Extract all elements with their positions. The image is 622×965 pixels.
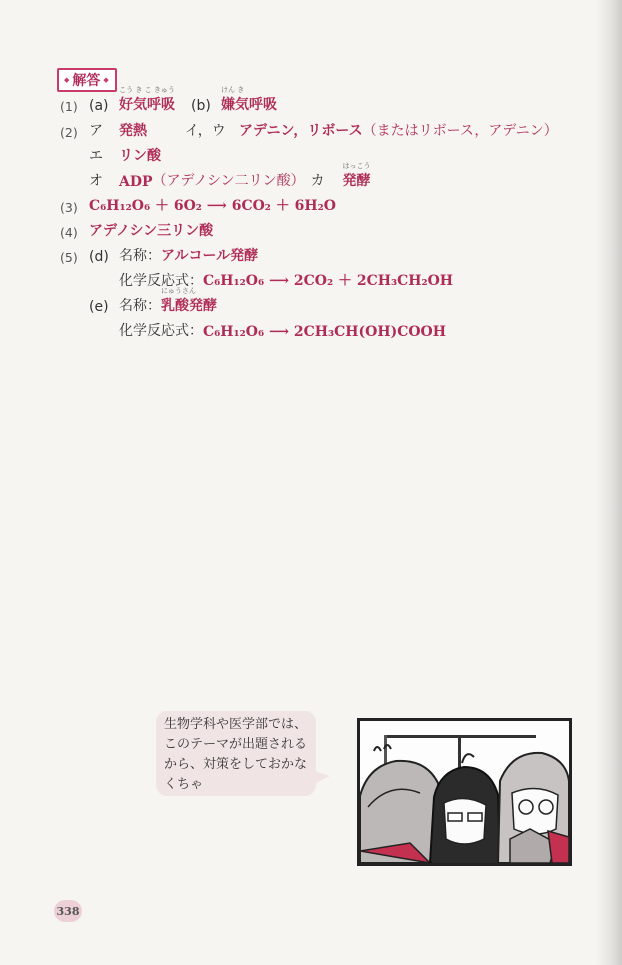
formula-label: 化学反応式： <box>119 323 203 339</box>
sub-label: (e) <box>89 299 109 315</box>
answer-note: （またはリボース，アデニン） <box>362 123 558 139</box>
answer-row-5d-name <box>60 243 258 265</box>
comic-characters-illustration <box>360 721 569 863</box>
answer-text: アデノシン三リン酸 <box>89 223 214 239</box>
sub-label: ア <box>89 123 103 139</box>
answer-text: 発酵 <box>342 173 371 189</box>
answer-text: 発熱 <box>119 123 147 139</box>
chemical-equation: C₆H₁₂O₆ ⟶ 2CH₃CH(OH)COOH <box>203 324 446 340</box>
question-number: (3) <box>60 200 78 215</box>
sub-label: (b) <box>191 98 211 114</box>
furigana: はっこう <box>342 162 371 170</box>
sub-label: (a) <box>89 98 109 114</box>
furigana: こう き こ きゅう <box>119 86 175 94</box>
answer-text: 嫌気呼吸 <box>221 97 277 113</box>
answer-row-2a <box>60 118 558 140</box>
speech-bubble <box>156 711 316 796</box>
question-number: (1) <box>60 99 78 114</box>
answer-text: リン酸 <box>119 148 161 164</box>
name-label: 名称： <box>119 298 161 314</box>
answer-row-5e-formula <box>119 318 446 340</box>
chemical-equation: C₆H₁₂O₆ ⟶ 2CO₂ ＋ 2CH₃CH₂OH <box>203 273 454 289</box>
question-number: (4) <box>60 225 78 240</box>
furigana: けん き <box>221 86 245 94</box>
furigana: にゅうさん <box>161 287 196 295</box>
answer-text: 乳酸発酵 <box>161 298 217 314</box>
speech-bubble-tail <box>314 771 330 784</box>
answer-text: アルコール発酵 <box>161 248 259 264</box>
sub-label: イ，ウ <box>185 123 226 139</box>
page-number: 338 <box>54 900 82 922</box>
answer-row-2c <box>89 162 371 190</box>
answer-anaerobic-respiration <box>221 86 277 114</box>
answer-row-3 <box>60 193 336 215</box>
comic-panel-illustration <box>357 718 572 866</box>
answer-text: ADP <box>119 174 153 190</box>
answer-lactic-fermentation <box>161 287 217 315</box>
speech-bubble-text: 生物学科や医学部では、このテーマが出題されるから、対策をしておかなくちゃ <box>164 717 308 792</box>
chemical-equation: C₆H₁₂O₆ ＋ 6O₂ ⟶ 6CO₂ ＋ 6H₂O <box>89 198 336 214</box>
answer-text: 好気呼吸 <box>119 97 175 113</box>
diamond-icon: ◆ <box>103 76 109 84</box>
sub-label: オ <box>89 173 103 189</box>
answer-fermentation <box>342 162 371 190</box>
page-edge-shadow <box>596 0 622 965</box>
sub-label: エ <box>89 148 103 164</box>
answer-header-title: 解答 <box>72 73 101 89</box>
answer-row-4 <box>60 218 213 240</box>
sub-label: (d) <box>89 249 109 265</box>
answer-row-2b <box>89 143 161 165</box>
question-number: (5) <box>60 250 78 265</box>
answer-aerobic-respiration <box>119 86 175 114</box>
name-label: 名称： <box>119 248 161 264</box>
answer-row-1 <box>60 86 277 114</box>
answer-text: アデニン，リボース <box>239 123 363 139</box>
diamond-icon: ◆ <box>64 76 70 84</box>
formula-label: 化学反応式： <box>119 273 203 289</box>
sub-label: カ <box>310 173 325 189</box>
answer-row-5e-name <box>89 287 217 315</box>
answer-note: （アデノシン二リン酸） <box>152 173 305 189</box>
answer-header <box>57 68 117 92</box>
question-number: (2) <box>60 125 78 140</box>
